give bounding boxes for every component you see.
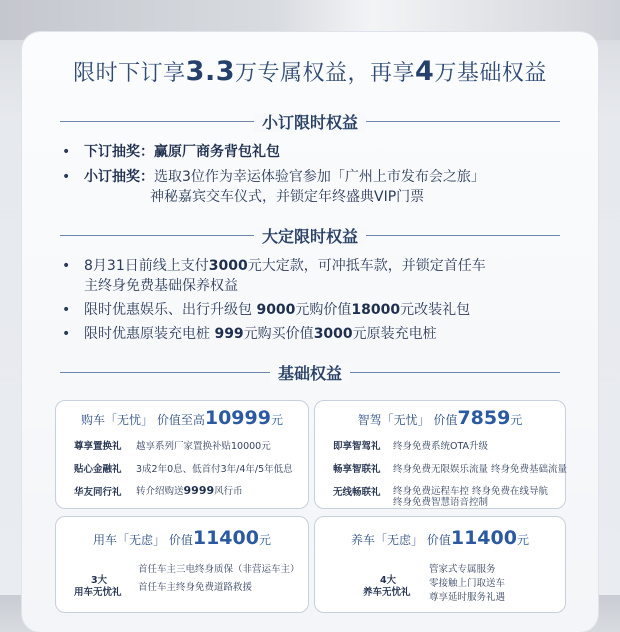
row-value: 终身免费智慧语音控制 bbox=[393, 497, 489, 508]
section-label: 大定限时权益 bbox=[254, 227, 366, 246]
row-value: 首任车主三电终身质保（非营运车主） bbox=[138, 564, 300, 575]
row-value: 终身免费系统OTA升级 bbox=[393, 441, 489, 452]
row-value: 3成2年0息、低首付3年/4年/5年低息 bbox=[136, 464, 293, 475]
headline-mid: 万专属权益，再享 bbox=[235, 61, 416, 86]
section-basic-title bbox=[0, 361, 620, 383]
row-label: 贴心金融礼 bbox=[74, 464, 122, 475]
card-use-worry-free bbox=[55, 516, 309, 613]
row-label: 畅享智联礼 bbox=[333, 464, 381, 475]
row-value: 首任车主终身免费道路救援 bbox=[138, 582, 253, 593]
section-label: 小订限时权益 bbox=[254, 113, 366, 132]
headline-number-2: 4 bbox=[415, 56, 435, 87]
card-title: 用车「无虑」 价值11400元 bbox=[93, 527, 271, 549]
card-smart-driving bbox=[314, 400, 566, 509]
headline-post: 万基础权益 bbox=[434, 61, 547, 86]
section-big-order-title bbox=[0, 224, 620, 246]
row-value: 尊享延时服务礼遇 bbox=[429, 592, 506, 603]
card-title: 购车「无忧」 价值至高10999元 bbox=[81, 407, 283, 429]
row-value: 终身免费远程车控 终身免费在线导航 bbox=[393, 486, 549, 497]
card-title: 智驾「无忧」 价值7859元 bbox=[357, 407, 523, 429]
side-number: 3大 bbox=[90, 575, 108, 586]
headline-pre: 限时下订享 bbox=[73, 61, 186, 86]
row-value: 越享系列厂家置换补贴10000元 bbox=[136, 441, 271, 452]
row-value: 转介绍购送9999风行币 bbox=[136, 484, 243, 497]
row-value: 零接触上门取送车 bbox=[429, 578, 506, 589]
row-value: 管家式专属服务 bbox=[429, 564, 496, 575]
row-label: 无线畅联礼 bbox=[333, 487, 381, 498]
section-label: 基础权益 bbox=[270, 364, 350, 383]
row-value: 终身免费无限娱乐流量 终身免费基础流量 bbox=[393, 464, 568, 475]
card-buy-worry-free bbox=[55, 400, 309, 509]
side-label: 养车无忧礼 bbox=[363, 587, 411, 598]
side-label: 用车无忧礼 bbox=[74, 587, 122, 598]
row-label: 华友同行礼 bbox=[74, 487, 122, 498]
headline-number-1: 3.3 bbox=[185, 56, 236, 87]
row-label: 即享智驾礼 bbox=[333, 441, 381, 452]
card-care-worry-free bbox=[314, 516, 566, 613]
row-label: 尊享置换礼 bbox=[74, 441, 122, 452]
page-headline bbox=[0, 56, 620, 87]
small-order-item-2-line2: 神秘嘉宾交车仪式，并锁定年终盛典VIP门票 bbox=[150, 189, 425, 205]
section-small-order-title bbox=[0, 110, 620, 132]
big-order-item-1-line2: 主终身免费基础保养权益 bbox=[84, 278, 238, 294]
card-title: 养车「无虑」 价值11400元 bbox=[351, 527, 529, 549]
side-number: 4大 bbox=[379, 575, 397, 586]
